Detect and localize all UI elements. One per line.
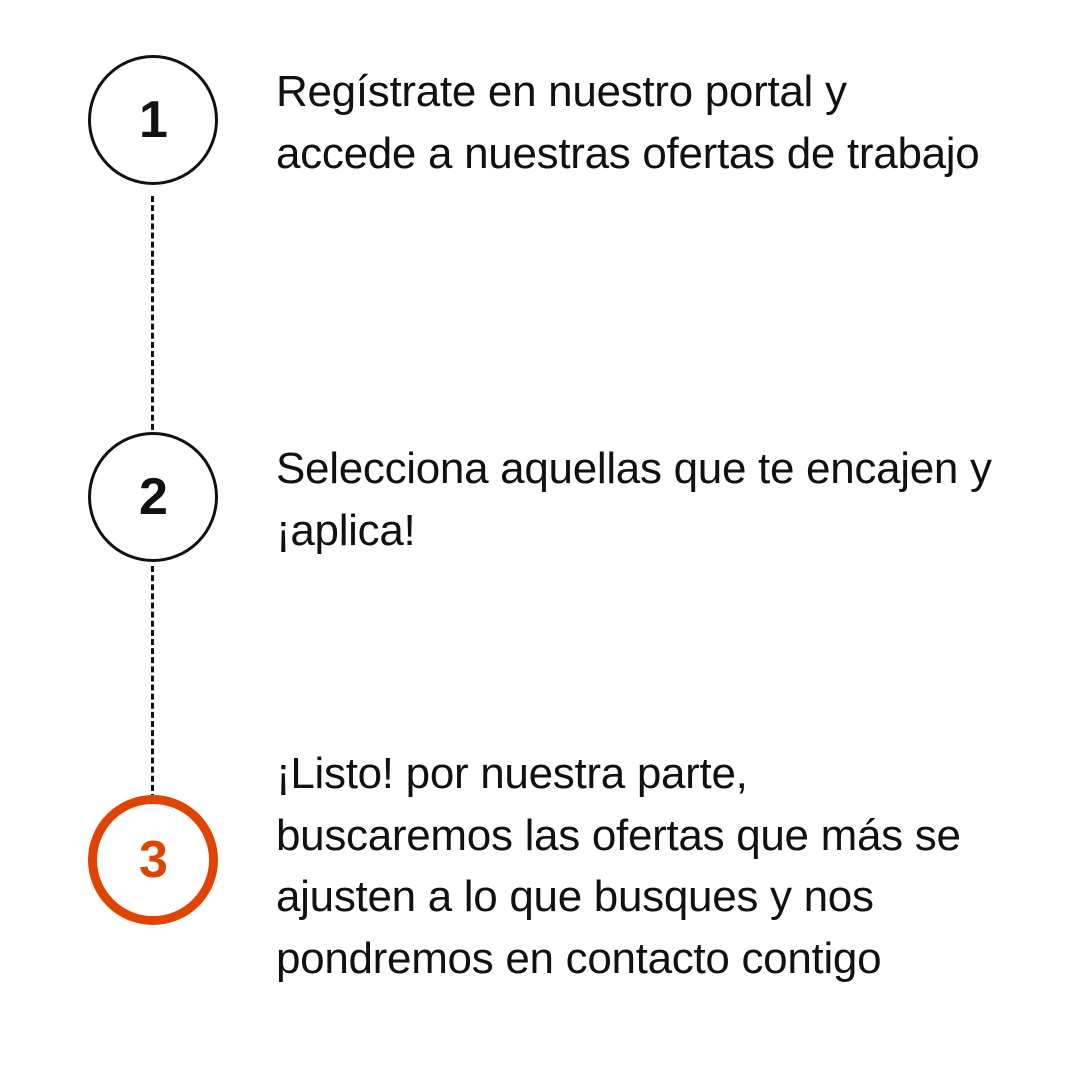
step-item-3 bbox=[88, 749, 996, 989]
step-number-label-1: 1 bbox=[139, 91, 167, 149]
step-number-circle-1 bbox=[88, 55, 218, 185]
step-number-circle-2 bbox=[88, 432, 218, 562]
step-number-label-2: 2 bbox=[139, 468, 167, 526]
step-item-1 bbox=[88, 55, 996, 185]
step-description-1: Regístrate en nuestro portal y accede a nuestras ofertas de trabajo bbox=[276, 67, 980, 178]
step-number-label-3: 3 bbox=[139, 831, 167, 889]
step-description-2: Selecciona aquellas que te encajen y ¡aplica! bbox=[276, 444, 992, 555]
step-number-circle-3 bbox=[88, 795, 218, 925]
step-description-3: ¡Listo! por nuestra parte, buscaremos las ofertas que más se ajusten a lo que busques y nos pondremos en contacto contigo bbox=[276, 749, 961, 983]
step-item-2 bbox=[88, 432, 996, 562]
connector-line-1-2 bbox=[151, 196, 154, 439]
connector-line-2-3 bbox=[151, 566, 154, 800]
